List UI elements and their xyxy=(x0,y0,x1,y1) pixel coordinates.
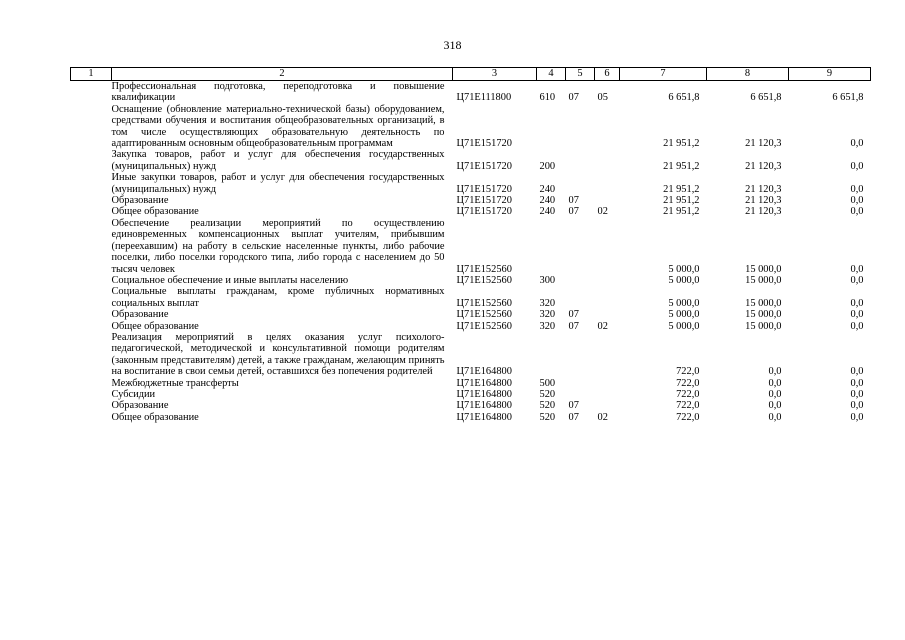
item-name-cell: Образование xyxy=(111,400,169,412)
amount-col9-cell: 6 651,8 xyxy=(832,92,864,104)
target-code-cell: Ц71Е151720 xyxy=(456,206,512,218)
expense-type-cell xyxy=(537,332,566,378)
item-name-cell: Общее образование xyxy=(111,206,199,218)
row-number-cell xyxy=(71,332,112,378)
subsection-cell xyxy=(595,400,620,411)
item-name-cell: Образование xyxy=(111,309,169,321)
table-header xyxy=(71,68,871,81)
section-cell: 07 xyxy=(568,92,579,104)
amount-col9-cell: 0,0 xyxy=(850,400,864,412)
row-number-cell xyxy=(71,149,112,172)
subsection-cell: 02 xyxy=(597,206,608,218)
amount-col7-cell: 5 000,0 xyxy=(668,320,700,332)
section-cell: 07 xyxy=(568,320,579,332)
amount-col7-cell: 722,0 xyxy=(676,366,700,378)
amount-col9-cell: 0,0 xyxy=(850,320,864,332)
target-code-cell: Ц71Е151720 xyxy=(456,138,512,150)
amount-col9-cell: 0,0 xyxy=(850,366,864,378)
amount-col9-cell: 0,0 xyxy=(850,309,864,321)
item-name-cell: Закупка товаров, работ и услуг для обеспечения государственных (муниципальных) нужд xyxy=(111,149,445,172)
item-name-cell: Оснащение (обновление материально-технической базы) оборудованием, средствами обучения и воспитания общеобразовательных организаций, в том числе осуществляющих образовательную деятельность по адаптированным основным общеобразовательным программам xyxy=(111,103,445,150)
column-header: 8 xyxy=(707,68,789,81)
target-code-cell: Ц71Е164800 xyxy=(456,377,512,389)
amount-col7-cell: 722,0 xyxy=(676,400,700,412)
row-number-cell xyxy=(71,412,112,423)
amount-col8-cell: 0,0 xyxy=(768,411,782,423)
amount-col7-cell: 5 000,0 xyxy=(668,274,700,286)
amount-col7-cell: 21 951,2 xyxy=(663,183,700,195)
amount-col7-cell: 21 951,2 xyxy=(663,160,700,172)
expense-type-cell: 320 xyxy=(539,320,556,332)
row-number-cell xyxy=(71,195,112,206)
amount-col9-cell: 0,0 xyxy=(850,274,864,286)
row-number-cell xyxy=(71,275,112,286)
row-number-cell xyxy=(71,309,112,320)
amount-col9-cell: 0,0 xyxy=(850,263,864,275)
expense-type-cell: 520 xyxy=(539,411,556,423)
item-name-cell: Обеспечение реализации мероприятий по осуществлению единовременных компенсационных выплат учителям, прибывшим (переехавшим) на работу в сельские населенные пункты, либо рабочие поселки, либо поселки городского типа, либо города с населением до 50 тысяч человек xyxy=(111,217,445,275)
expense-type-cell: 520 xyxy=(539,400,556,412)
row-number-cell xyxy=(71,286,112,309)
expense-type-cell: 520 xyxy=(539,388,556,400)
row-number-cell xyxy=(71,206,112,217)
item-name-cell: Социальные выплаты гражданам, кроме публичных нормативных социальных выплат xyxy=(111,286,445,309)
target-code-cell: Ц71Е164800 xyxy=(456,400,512,412)
target-code-cell: Ц71Е152560 xyxy=(456,320,512,332)
amount-col8-cell: 15 000,0 xyxy=(745,274,782,286)
expense-type-cell xyxy=(537,218,566,275)
amount-col7-cell: 722,0 xyxy=(676,411,700,423)
section-cell xyxy=(566,149,595,172)
section-cell xyxy=(566,332,595,378)
amount-col9-cell: 0,0 xyxy=(850,297,864,309)
amount-col9-cell: 0,0 xyxy=(850,138,864,150)
amount-col7-cell: 5 000,0 xyxy=(668,263,700,275)
target-code-cell: Ц71Е164800 xyxy=(456,411,512,423)
budget-table xyxy=(70,67,871,423)
target-code-cell: Ц71Е152560 xyxy=(456,274,512,286)
item-name-cell: Социальное обеспечение и иные выплаты населению xyxy=(111,274,349,286)
item-name-cell: Субсидии xyxy=(111,388,156,400)
target-code-cell: Ц71Е151720 xyxy=(456,195,512,207)
table-row xyxy=(71,218,871,275)
table-row xyxy=(71,172,871,195)
item-name-cell: Общее образование xyxy=(111,411,199,423)
subsection-cell xyxy=(595,218,620,275)
expense-type-cell: 610 xyxy=(539,92,556,104)
amount-col9-cell: 0,0 xyxy=(850,183,864,195)
column-header: 9 xyxy=(789,68,871,81)
amount-col8-cell: 6 651,8 xyxy=(750,92,782,104)
amount-col9-cell: 0,0 xyxy=(850,195,864,207)
target-code-cell: Ц71Е164800 xyxy=(456,366,512,378)
amount-col7-cell: 6 651,8 xyxy=(668,92,700,104)
amount-col8-cell: 15 000,0 xyxy=(745,297,782,309)
subsection-cell xyxy=(595,172,620,195)
amount-col8-cell: 21 120,3 xyxy=(745,206,782,218)
amount-col8-cell: 15 000,0 xyxy=(745,309,782,321)
subsection-cell xyxy=(595,149,620,172)
column-header: 6 xyxy=(595,68,620,81)
subsection-cell xyxy=(595,389,620,400)
target-code-cell: Ц71Е152560 xyxy=(456,297,512,309)
expense-type-cell xyxy=(537,104,566,150)
table-row xyxy=(71,275,871,286)
section-cell xyxy=(566,218,595,275)
header-row xyxy=(71,68,871,81)
subsection-cell: 02 xyxy=(597,411,608,423)
table-row xyxy=(71,149,871,172)
subsection-cell xyxy=(595,275,620,286)
row-number-cell xyxy=(71,104,112,150)
section-cell: 07 xyxy=(568,309,579,321)
amount-col9-cell: 0,0 xyxy=(850,206,864,218)
amount-col8-cell: 21 120,3 xyxy=(745,195,782,207)
expense-type-cell: 240 xyxy=(539,206,556,218)
amount-col8-cell: 0,0 xyxy=(768,366,782,378)
column-header: 5 xyxy=(566,68,595,81)
target-code-cell: Ц71Е164800 xyxy=(456,388,512,400)
table-row xyxy=(71,378,871,389)
section-cell: 07 xyxy=(568,206,579,218)
amount-col7-cell: 21 951,2 xyxy=(663,138,700,150)
expense-type-cell: 200 xyxy=(539,160,556,172)
item-name-cell: Иные закупки товаров, работ и услуг для обеспечения государственных (муниципальных) нужд xyxy=(111,172,445,195)
amount-col9-cell: 0,0 xyxy=(850,377,864,389)
row-number-cell xyxy=(71,218,112,275)
amount-col8-cell: 0,0 xyxy=(768,377,782,389)
amount-col7-cell: 722,0 xyxy=(676,377,700,389)
amount-col8-cell: 21 120,3 xyxy=(745,183,782,195)
section-cell xyxy=(566,389,595,400)
amount-col9-cell: 0,0 xyxy=(850,388,864,400)
table-body xyxy=(71,81,871,424)
column-header: 4 xyxy=(537,68,566,81)
column-header: 1 xyxy=(71,68,112,81)
expense-type-cell: 240 xyxy=(539,183,556,195)
target-code-cell: Ц71Е151720 xyxy=(456,160,512,172)
item-name-cell: Реализация мероприятий в целях оказания услуг психолого-педагогической, методической и консультативной помощи родителям (законным представителям) детей, а также гражданам, желающим принять на воспитание в свои семьи детей, оставшихся без попечения родителей xyxy=(111,331,445,378)
column-header: 3 xyxy=(453,68,537,81)
subsection-cell xyxy=(595,104,620,150)
target-code-cell: Ц71Е151720 xyxy=(456,183,512,195)
amount-col7-cell: 21 951,2 xyxy=(663,206,700,218)
page-number: 318 xyxy=(443,38,462,52)
subsection-cell: 05 xyxy=(597,92,608,104)
amount-col8-cell: 15 000,0 xyxy=(745,320,782,332)
subsection-cell xyxy=(595,378,620,389)
expense-type-cell: 320 xyxy=(539,297,556,309)
amount-col8-cell: 21 120,3 xyxy=(745,160,782,172)
table-row xyxy=(71,286,871,309)
target-code-cell: Ц71Е152560 xyxy=(456,263,512,275)
expense-type-cell: 500 xyxy=(539,377,556,389)
amount-col8-cell: 21 120,3 xyxy=(745,138,782,150)
table-row xyxy=(71,206,871,217)
row-number-cell xyxy=(71,172,112,195)
section-cell: 07 xyxy=(568,400,579,412)
table-row xyxy=(71,309,871,320)
amount-col7-cell: 21 951,2 xyxy=(663,195,700,207)
table-row xyxy=(71,389,871,400)
item-name-cell: Общее образование xyxy=(111,320,199,332)
section-cell xyxy=(566,378,595,389)
column-header: 7 xyxy=(620,68,707,81)
table-row xyxy=(71,332,871,378)
section-cell: 07 xyxy=(568,195,579,207)
section-cell xyxy=(566,172,595,195)
amount-col7-cell: 722,0 xyxy=(676,388,700,400)
subsection-cell xyxy=(595,195,620,206)
expense-type-cell: 320 xyxy=(539,309,556,321)
amount-col8-cell: 0,0 xyxy=(768,388,782,400)
amount-col8-cell: 15 000,0 xyxy=(745,263,782,275)
section-cell xyxy=(566,275,595,286)
expense-type-cell: 240 xyxy=(539,195,556,207)
section-cell xyxy=(566,104,595,150)
table-row xyxy=(71,400,871,411)
amount-col7-cell: 5 000,0 xyxy=(668,297,700,309)
table-row xyxy=(71,81,871,104)
row-number-cell xyxy=(71,81,112,104)
expense-type-cell: 300 xyxy=(539,274,556,286)
column-header: 2 xyxy=(112,68,453,81)
amount-col8-cell: 0,0 xyxy=(768,400,782,412)
item-name-cell: Профессиональная подготовка, переподготовка и повышение квалификации xyxy=(111,81,445,104)
table-row xyxy=(71,195,871,206)
subsection-cell xyxy=(595,309,620,320)
target-code-cell: Ц71Е111800 xyxy=(456,92,512,104)
item-name-cell: Образование xyxy=(111,195,169,207)
section-cell: 07 xyxy=(568,411,579,423)
item-name-cell: Межбюджетные трансферты xyxy=(111,377,239,389)
subsection-cell: 02 xyxy=(597,320,608,332)
row-number-cell xyxy=(71,389,112,400)
section-cell xyxy=(566,286,595,309)
amount-col9-cell: 0,0 xyxy=(850,160,864,172)
table-row xyxy=(71,412,871,423)
table-row xyxy=(71,321,871,332)
amount-col7-cell: 5 000,0 xyxy=(668,309,700,321)
table-row xyxy=(71,104,871,150)
row-number-cell xyxy=(71,321,112,332)
amount-col9-cell: 0,0 xyxy=(850,411,864,423)
target-code-cell: Ц71Е152560 xyxy=(456,309,512,321)
row-number-cell xyxy=(71,378,112,389)
subsection-cell xyxy=(595,286,620,309)
row-number-cell xyxy=(71,400,112,411)
subsection-cell xyxy=(595,332,620,378)
